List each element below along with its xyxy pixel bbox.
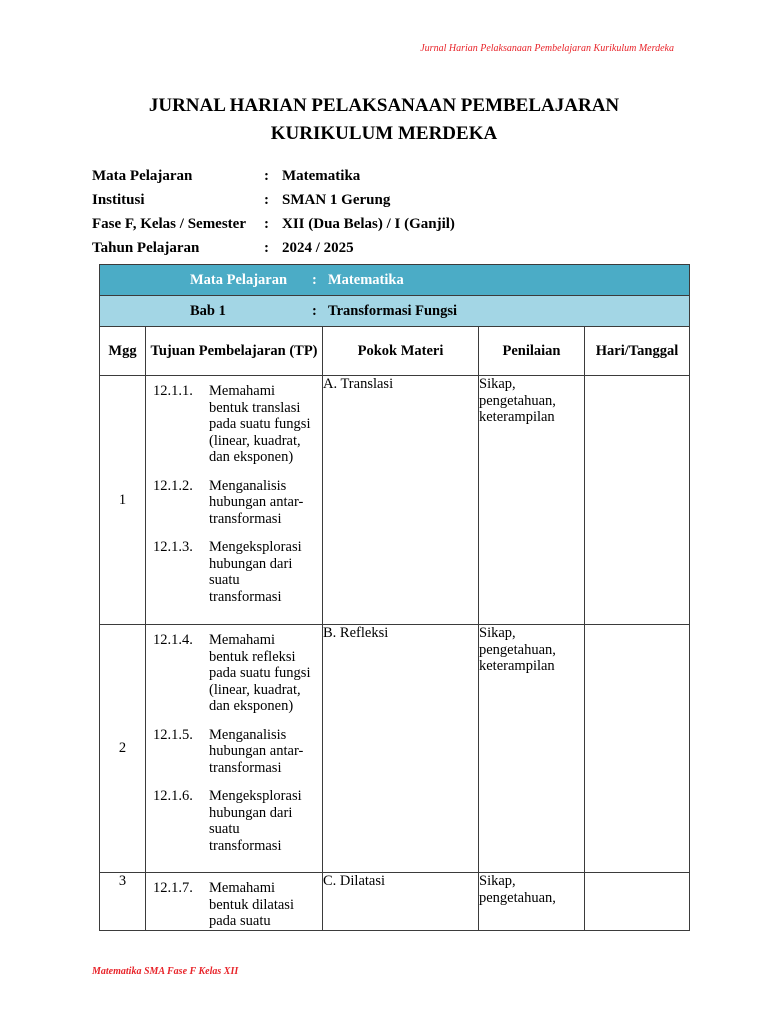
penilaian-cell: Sikap, pengetahuan,: [479, 873, 585, 931]
column-header-tanggal: Hari/Tanggal: [585, 327, 690, 376]
subject-row: [100, 265, 690, 296]
running-header: Jurnal Harian Pelaksanaan Pembelajaran Kurikulum Merdeka: [420, 43, 674, 54]
subject-cell: [100, 265, 690, 296]
tanggal-cell: [585, 376, 690, 625]
tp-text: Memahami bentuk translasi pada suatu fungsi (linear, kuadrat, dan eksponen): [209, 383, 311, 465]
tp-item: [153, 383, 318, 466]
column-header-tp: Tujuan Pembelajaran (TP): [146, 327, 323, 376]
tp-number: 12.1.5.: [153, 726, 193, 743]
tp-item: [153, 727, 318, 777]
meta-label: Institusi: [92, 191, 145, 208]
column-header-mgg: Mgg: [100, 327, 146, 376]
meta-colon: :: [264, 239, 269, 256]
tp-text: Mengeksplorasi hubungan dari suatu transformasi: [209, 539, 302, 605]
table-row: [100, 625, 690, 873]
chapter-row: [100, 296, 690, 327]
tanggal-cell: [585, 625, 690, 873]
materi-cell: A. Translasi: [323, 376, 479, 625]
tp-text: Menganalisis hubungan antar-transformasi: [209, 726, 304, 776]
tp-text: Mengeksplorasi hubungan dari suatu transformasi: [209, 788, 302, 854]
tp-item: [153, 478, 318, 528]
tp-text: Menganalisis hubungan antar-transformasi: [209, 477, 304, 527]
meta-info: [92, 164, 455, 260]
document-title: [0, 92, 768, 148]
column-header-materi: Pokok Materi: [323, 327, 479, 376]
chapter-value: Transformasi Fungsi: [328, 302, 458, 319]
tp-item: [153, 539, 318, 605]
meta-row: [92, 236, 455, 260]
journal-table: [99, 264, 690, 931]
tp-text: Memahami bentuk refleksi pada suatu fungsi (linear, kuadrat, dan eksponen): [209, 632, 311, 714]
meta-row: [92, 212, 455, 236]
tp-number: 12.1.1.: [153, 383, 193, 399]
column-header-row: [100, 327, 690, 376]
week-cell: 2: [100, 625, 146, 873]
materi-cell: B. Refleksi: [323, 625, 479, 873]
meta-row: [92, 164, 455, 188]
tp-number: 12.1.7.: [153, 880, 193, 896]
meta-colon: :: [264, 167, 269, 184]
subject-colon: :: [312, 271, 317, 288]
page-footer: Matematika SMA Fase F Kelas XII: [92, 966, 239, 977]
chapter-colon: :: [312, 302, 317, 319]
materi-cell: C. Dilatasi: [323, 873, 479, 931]
tp-number: 12.1.2.: [153, 477, 193, 494]
subject-label: Mata Pelajaran: [190, 271, 288, 288]
penilaian-cell: Sikap, pengetahuan, keterampilan: [479, 625, 585, 873]
chapter-cell: [100, 296, 690, 327]
column-header-penilaian: Penilaian: [479, 327, 585, 376]
chapter-label: Bab 1: [190, 302, 226, 319]
tp-cell: [146, 376, 323, 625]
tp-cell: [146, 873, 323, 931]
meta-label: Fase F, Kelas / Semester: [92, 215, 246, 232]
meta-label: Tahun Pelajaran: [92, 239, 200, 256]
tp-number: 12.1.4.: [153, 632, 193, 648]
title-line-2: KURIKULUM MERDEKA: [270, 123, 498, 144]
week-cell: 1: [100, 376, 146, 625]
tp-text: Memahami bentuk dilatasi pada suatu: [209, 880, 294, 929]
tp-cell: [146, 625, 323, 873]
week-cell: 3: [100, 873, 146, 931]
meta-value: Matematika: [282, 167, 361, 184]
tp-number: 12.1.6.: [153, 788, 193, 804]
table-row: [100, 873, 690, 931]
meta-colon: :: [264, 191, 269, 208]
tp-item: [153, 788, 318, 854]
tanggal-cell: [585, 873, 690, 931]
penilaian-cell: Sikap, pengetahuan, keterampilan: [479, 376, 585, 625]
table-row: [100, 376, 690, 625]
title-line-1: JURNAL HARIAN PELAKSANAAN PEMBELAJARAN: [148, 95, 620, 116]
meta-value: XII (Dua Belas) / I (Ganjil): [282, 215, 455, 232]
tp-item: [153, 880, 318, 930]
subject-value: Matematika: [328, 271, 404, 288]
tp-item: [153, 632, 318, 715]
meta-value: 2024 / 2025: [282, 239, 354, 256]
meta-colon: :: [264, 215, 269, 232]
tp-number: 12.1.3.: [153, 539, 193, 555]
meta-label: Mata Pelajaran: [92, 167, 193, 184]
meta-row: [92, 188, 455, 212]
meta-value: SMAN 1 Gerung: [282, 191, 391, 208]
